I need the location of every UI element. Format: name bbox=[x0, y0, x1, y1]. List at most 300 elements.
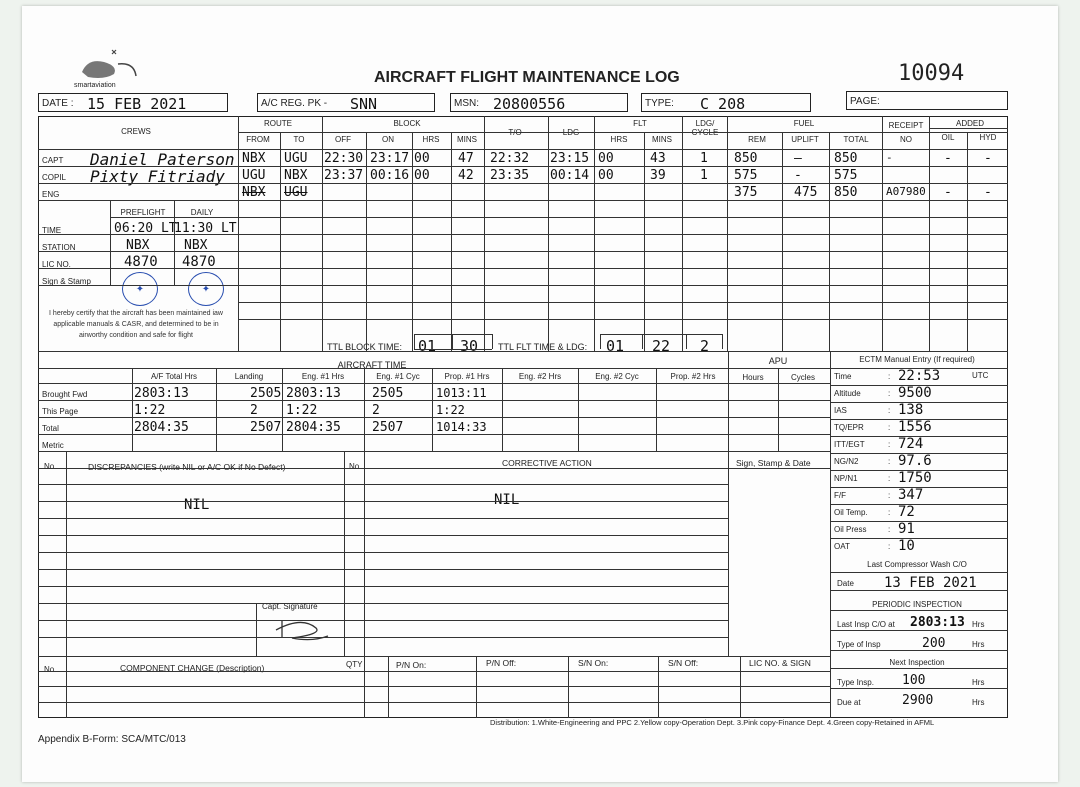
grid-line bbox=[38, 468, 830, 469]
ectm-label: IAS bbox=[834, 406, 847, 415]
grid-line bbox=[686, 334, 687, 349]
grid-line bbox=[830, 351, 831, 718]
grid-line bbox=[452, 334, 453, 349]
grid-line bbox=[38, 149, 1008, 150]
grid-line bbox=[728, 351, 729, 451]
flight-row-3-rem: 375 bbox=[734, 185, 758, 200]
flight-row-1-flt_hrs: 00 bbox=[598, 151, 614, 166]
flight-row-1-on: 23:17 bbox=[370, 151, 410, 166]
grid-line bbox=[38, 484, 728, 485]
aircraft-time-prop1-3: 1014:33 bbox=[436, 420, 487, 434]
flight-row-1-off: 22:30 bbox=[324, 151, 364, 166]
grid-line bbox=[110, 200, 111, 285]
pn-off-header: P/N Off: bbox=[486, 658, 517, 668]
msn-box bbox=[450, 93, 628, 112]
grid-line bbox=[238, 116, 239, 351]
disc-no-header: No bbox=[44, 462, 55, 471]
flight-row-1-rem: 850 bbox=[734, 151, 758, 166]
daily-header: DAILY bbox=[190, 208, 214, 217]
date-label: DATE : bbox=[42, 98, 74, 109]
grid-line bbox=[830, 351, 1008, 352]
due-unit: Hrs bbox=[972, 698, 985, 707]
flight-row-1-cycle: 1 bbox=[700, 151, 708, 166]
grid-line bbox=[364, 451, 365, 656]
ectm-value: 138 bbox=[898, 402, 924, 418]
next-insp-title: Next Inspection bbox=[889, 658, 945, 667]
compressor-date-label: Date bbox=[837, 579, 854, 588]
ectm-colon: : bbox=[888, 508, 891, 517]
ectm-label: ITT/EGT bbox=[834, 440, 865, 449]
ectm-label: NP/N1 bbox=[834, 474, 858, 483]
added-header: ADDED bbox=[955, 119, 985, 128]
ectm-label: TQ/EPR bbox=[834, 423, 864, 432]
grid-line bbox=[929, 128, 1008, 129]
aircraft-time-col-6: Eng. #2 Hrs bbox=[518, 372, 562, 381]
ttl-block-label: TTL BLOCK TIME: bbox=[327, 342, 403, 352]
grid-line bbox=[412, 132, 413, 351]
utc-label: UTC bbox=[972, 371, 989, 380]
to-header: TO bbox=[293, 135, 305, 144]
grid-line bbox=[484, 116, 485, 132]
flight-row-2-ldg: 00:14 bbox=[550, 168, 590, 183]
grid-line bbox=[830, 688, 1008, 689]
flight-row-2-cycle: 1 bbox=[700, 168, 708, 183]
grid-line bbox=[38, 671, 830, 672]
apu-cycles-header: Cycles bbox=[790, 373, 816, 382]
flight-row-3-from: NBX bbox=[242, 185, 266, 200]
grid-line bbox=[492, 334, 493, 349]
flt-mins-header: MINS bbox=[652, 135, 672, 144]
grid-line bbox=[38, 686, 830, 687]
log-sheet bbox=[22, 6, 1058, 782]
receipt-header: RECEIPT NO bbox=[888, 121, 924, 144]
grid-line bbox=[38, 569, 728, 570]
grid-line bbox=[929, 116, 930, 351]
mins-header: MINS bbox=[457, 135, 477, 144]
grid-line bbox=[740, 656, 741, 718]
grid-line bbox=[238, 251, 1008, 252]
aircraft-time-col-4: Eng. #1 Cyc bbox=[376, 372, 420, 381]
page-label: PAGE: bbox=[850, 96, 880, 107]
flight-row-2-from: UGU bbox=[242, 168, 266, 183]
ectm-label: Time bbox=[834, 372, 852, 381]
stamp-preflight-icon: ✦ bbox=[122, 272, 158, 306]
grid-line bbox=[548, 116, 549, 351]
type-insp-label: Type of Insp bbox=[837, 640, 881, 649]
disc-desc-header: DISCREPANCIES (write NIL or A/C OK if No Defect) bbox=[88, 462, 286, 472]
flt-header: FLT bbox=[633, 119, 647, 128]
grid-line bbox=[238, 217, 1008, 218]
capt-label: CAPT bbox=[42, 156, 64, 165]
ectm-colon: : bbox=[888, 440, 891, 449]
ttl-flt-label: TTL FLT TIME & LDG: bbox=[498, 342, 588, 352]
ttl-flt-hrs: 01 bbox=[606, 337, 625, 355]
grid-line bbox=[414, 334, 415, 349]
aircraft-time-row-label: This Page bbox=[42, 407, 79, 416]
lic-label: LIC NO. bbox=[42, 260, 71, 269]
aircraft-time-col-7: Eng. #2 Cyc bbox=[595, 372, 639, 381]
action-header: CORRECTIVE ACTION bbox=[502, 458, 592, 468]
comp-no-header: No bbox=[44, 665, 55, 674]
grid-line bbox=[238, 319, 1008, 320]
grid-line bbox=[451, 132, 452, 351]
grid-line bbox=[600, 334, 722, 335]
aircraft-time-col-2: Landing bbox=[234, 372, 264, 381]
aircraft-time-landing-1: 2505 bbox=[250, 386, 282, 401]
aircraft-time-eng1-2: 1:22 bbox=[286, 403, 318, 418]
grid-line bbox=[38, 702, 830, 703]
page-box bbox=[846, 91, 1008, 110]
action-no-header: No bbox=[349, 462, 360, 471]
ectm-label: NG/N2 bbox=[834, 457, 859, 466]
grid-line bbox=[256, 603, 257, 656]
aircraft-time-eng1-1: 2803:13 bbox=[286, 386, 341, 401]
next-type-label: Type Insp. bbox=[837, 678, 874, 687]
action-value: NIL bbox=[494, 492, 520, 508]
comp-desc-header: COMPONENT CHANGE (Description) bbox=[120, 663, 265, 673]
flight-row-1-ldg: 23:15 bbox=[550, 151, 590, 166]
ectm-label: Oil Temp. bbox=[834, 508, 868, 517]
grid-line bbox=[66, 451, 67, 718]
grid-line bbox=[280, 132, 281, 351]
ectm-value: 10 bbox=[898, 538, 915, 554]
grid-line bbox=[600, 334, 601, 349]
grid-line bbox=[38, 234, 238, 235]
next-type-unit: Hrs bbox=[972, 678, 985, 687]
grid-line bbox=[174, 200, 175, 285]
grid-line bbox=[238, 302, 1008, 303]
grid-line bbox=[38, 200, 1008, 201]
flight-row-1-hrs: 00 bbox=[414, 151, 430, 166]
from-header: FROM bbox=[246, 135, 270, 144]
grid-line bbox=[38, 518, 728, 519]
aircraft-time-cyc1-2: 2 bbox=[372, 403, 380, 418]
ectm-title: ECTM Manual Entry (If required) bbox=[859, 355, 975, 364]
aircraft-time-col-5: Prop. #1 Hrs bbox=[444, 372, 490, 381]
grid-line bbox=[364, 368, 365, 451]
station-label: STATION bbox=[42, 243, 76, 252]
type-box bbox=[641, 93, 811, 112]
flight-row-1-uplift: — bbox=[794, 151, 802, 166]
periodic-title: PERIODIC INSPECTION bbox=[872, 600, 962, 609]
distribution-text: Distribution: 1.White-Engineering and PPC 2.Yellow copy-Operation Dept. 3.Pink copy-Finance Dept. 4.Green copy-Retained in AFML bbox=[490, 718, 935, 727]
fuel-header: FUEL bbox=[793, 119, 815, 128]
reg-box bbox=[257, 93, 435, 112]
grid-line bbox=[830, 572, 1008, 573]
aircraft-time-landing-2: 2 bbox=[250, 403, 258, 418]
grid-line bbox=[238, 132, 1008, 133]
ldg-header: LDG bbox=[562, 128, 580, 137]
flight-row-2-mins: 42 bbox=[458, 168, 474, 183]
next-type-value: 100 bbox=[902, 673, 926, 688]
route-header: ROUTE bbox=[264, 119, 292, 128]
grid-line bbox=[38, 166, 1008, 167]
aircraft-time-cyc1-1: 2505 bbox=[372, 386, 404, 401]
grid-line bbox=[656, 368, 657, 451]
appendix-text: Appendix B-Form: SCA/MTC/013 bbox=[38, 734, 186, 745]
ectm-colon: : bbox=[888, 423, 891, 432]
grid-line bbox=[594, 116, 595, 351]
uplift-header: UPLIFT bbox=[791, 135, 819, 144]
stamp-daily-icon: ✦ bbox=[188, 272, 224, 306]
aircraft-time-row-label: Total bbox=[42, 424, 59, 433]
ectm-colon: : bbox=[888, 542, 891, 551]
total-header: TOTAL bbox=[843, 135, 869, 144]
disc-value: NIL bbox=[184, 497, 210, 513]
grid-line bbox=[38, 183, 1008, 184]
flight-row-3-oil: - bbox=[944, 185, 952, 200]
flight-row-3-receipt: A07980 bbox=[886, 185, 926, 198]
time-preflight: 06:20 LT bbox=[114, 221, 177, 236]
ectm-colon: : bbox=[888, 491, 891, 500]
flight-row-1-receipt: - bbox=[886, 151, 893, 164]
lic-preflight: 4870 bbox=[124, 254, 158, 270]
flight-row-2-uplift: - bbox=[794, 168, 802, 183]
grid-line bbox=[476, 656, 477, 718]
sn-off-header: S/N Off: bbox=[668, 658, 699, 668]
grid-line bbox=[38, 603, 728, 604]
aircraft-time-cyc1-3: 2507 bbox=[372, 420, 404, 435]
grid-line bbox=[216, 368, 217, 451]
grid-line bbox=[830, 668, 1008, 669]
grid-line bbox=[830, 610, 1008, 611]
grid-line bbox=[38, 383, 830, 384]
crews-header: CREWS bbox=[121, 127, 151, 136]
grid-line bbox=[322, 132, 323, 351]
ectm-colon: : bbox=[888, 474, 891, 483]
grid-line bbox=[682, 116, 683, 351]
time-daily: 11:30 LT bbox=[174, 221, 237, 236]
block-header: BLOCK bbox=[393, 119, 421, 128]
last-insp-value: 2803:13 bbox=[910, 615, 965, 630]
apu-header: APU bbox=[768, 356, 788, 366]
compressor-title: Last Compressor Wash C/O bbox=[867, 560, 967, 569]
flight-row-2-to: NBX bbox=[284, 168, 308, 183]
grid-line bbox=[38, 656, 830, 657]
flight-row-2-flt_hrs: 00 bbox=[598, 168, 614, 183]
flight-row-2-rem: 575 bbox=[734, 168, 758, 183]
grid-line bbox=[344, 451, 345, 656]
to-time-header: T/O bbox=[508, 128, 522, 137]
grid-line bbox=[38, 451, 830, 452]
pn-on-header: P/N On: bbox=[396, 660, 427, 670]
grid-line bbox=[238, 285, 1008, 286]
grid-line bbox=[432, 368, 433, 451]
logo-text: smartaviation bbox=[74, 82, 116, 89]
grid-line bbox=[882, 116, 883, 351]
msn-label: MSN: bbox=[454, 98, 479, 109]
grid-line bbox=[644, 132, 645, 351]
grid-line bbox=[830, 590, 1008, 591]
aircraft-time-af-3: 2804:35 bbox=[134, 420, 189, 435]
flight-row-1-hyd: - bbox=[984, 151, 992, 166]
aircraft-time-af-2: 1:22 bbox=[134, 403, 166, 418]
grid-line bbox=[38, 535, 728, 536]
flight-row-2-flt_mins: 39 bbox=[650, 168, 666, 183]
flight-row-2-on: 00:16 bbox=[370, 168, 410, 183]
copil-name: Pixty Fitriady bbox=[90, 167, 225, 186]
grid-line bbox=[782, 132, 783, 351]
grid-line bbox=[38, 586, 728, 587]
flight-row-3-total: 850 bbox=[834, 185, 858, 200]
type-value: C 208 bbox=[700, 95, 746, 113]
grid-line bbox=[322, 116, 323, 132]
grid-line bbox=[38, 251, 238, 252]
copil-label: COPIL bbox=[42, 173, 67, 182]
ectm-label: F/F bbox=[834, 491, 846, 500]
ectm-label: Altitude bbox=[834, 389, 861, 398]
hrs-header: HRS bbox=[422, 135, 440, 144]
preflight-header: PREFLIGHT bbox=[120, 208, 166, 217]
grid-line bbox=[658, 656, 659, 718]
ectm-colon: : bbox=[888, 457, 891, 466]
ectm-colon: : bbox=[888, 525, 891, 534]
aircraft-time-title: AIRCRAFT TIME bbox=[337, 360, 407, 370]
ectm-label: Oil Press bbox=[834, 525, 867, 534]
flight-row-3-hyd: - bbox=[984, 185, 992, 200]
form-number: 10094 bbox=[898, 61, 965, 86]
lic-daily: 4870 bbox=[182, 254, 216, 270]
aircraft-time-col-3: Eng. #1 Hrs bbox=[301, 372, 345, 381]
rem-header: REM bbox=[748, 135, 766, 144]
ectm-value: 9500 bbox=[898, 385, 932, 401]
aircraft-time-landing-3: 2507 bbox=[250, 420, 282, 435]
flight-row-1-oil: - bbox=[944, 151, 952, 166]
flight-row-2-to_time: 23:35 bbox=[490, 168, 530, 183]
grid-line bbox=[728, 451, 729, 656]
aircraft-time-prop1-1: 1013:11 bbox=[436, 386, 487, 400]
grid-line bbox=[38, 620, 728, 621]
grid-line bbox=[282, 368, 283, 451]
grid-line bbox=[578, 368, 579, 451]
grid-line bbox=[238, 234, 1008, 235]
grid-line bbox=[132, 368, 133, 451]
ectm-value: 91 bbox=[898, 521, 915, 537]
last-insp-unit: Hrs bbox=[972, 620, 985, 629]
sn-on-header: S/N On: bbox=[578, 658, 609, 668]
oil-header: OIL bbox=[941, 133, 955, 142]
grid-line bbox=[238, 268, 1008, 269]
eng-label: ENG bbox=[42, 190, 60, 199]
grid-line bbox=[830, 538, 1008, 539]
grid-line bbox=[829, 132, 830, 351]
type-label: TYPE: bbox=[645, 98, 674, 109]
flight-row-2-off: 23:37 bbox=[324, 168, 364, 183]
signature-scribble-icon bbox=[272, 612, 332, 646]
ttl-block-hrs: 01 bbox=[418, 337, 437, 355]
station-preflight: NBX bbox=[126, 238, 150, 253]
flight-row-1-to: UGU bbox=[284, 151, 308, 166]
grid-line bbox=[38, 552, 728, 553]
grid-line bbox=[256, 603, 344, 604]
grid-line bbox=[364, 656, 365, 718]
last-insp-label: Last Insp C/O at bbox=[837, 620, 895, 629]
aircraft-time-eng1-3: 2804:35 bbox=[286, 420, 341, 435]
capt-signature-label: Capt. Signature bbox=[262, 602, 318, 611]
grid-line bbox=[967, 132, 968, 351]
ectm-value: 347 bbox=[898, 487, 924, 503]
ttl-block-mins: 30 bbox=[460, 337, 479, 355]
flight-row-3-uplift: 475 bbox=[794, 185, 818, 200]
flight-row-1-to_time: 22:32 bbox=[490, 151, 530, 166]
ectm-colon: : bbox=[888, 389, 891, 398]
form-title: AIRCRAFT FLIGHT MAINTENANCE LOG bbox=[374, 69, 680, 86]
grid-line bbox=[722, 334, 723, 349]
due-value: 2900 bbox=[902, 693, 934, 708]
apu-hours-header: Hours bbox=[742, 373, 764, 382]
flight-row-3-to: UGU bbox=[284, 185, 308, 200]
aircraft-time-row-label: Brought Fwd bbox=[42, 390, 88, 399]
ectm-colon: : bbox=[888, 406, 891, 415]
ectm-value: 72 bbox=[898, 504, 915, 520]
sign-label: Sign & Stamp bbox=[42, 277, 91, 286]
due-label: Due at bbox=[837, 698, 861, 707]
ectm-value: 1750 bbox=[898, 470, 932, 486]
grid-line bbox=[830, 521, 1008, 522]
reg-value: SNN bbox=[350, 95, 378, 113]
time-label: TIME bbox=[42, 226, 62, 235]
station-daily: NBX bbox=[184, 238, 208, 253]
flt-hrs-header: HRS bbox=[610, 135, 628, 144]
grid-line bbox=[414, 349, 492, 350]
sign-stamp-date-header: Sign, Stamp & Date bbox=[736, 458, 811, 468]
flight-row-1-total: 850 bbox=[834, 151, 858, 166]
on-header: ON bbox=[382, 135, 394, 144]
aircraft-time-col-1: A/F Total Hrs bbox=[150, 372, 198, 381]
date-box bbox=[38, 93, 228, 112]
ectm-colon: : bbox=[888, 372, 891, 381]
grid-line bbox=[38, 637, 728, 638]
comp-lic-header: LIC NO. & SIGN bbox=[749, 658, 811, 668]
grid-line bbox=[366, 132, 367, 351]
ectm-value: 22:53 bbox=[898, 368, 941, 384]
aircraft-time-af-1: 2803:13 bbox=[134, 386, 189, 401]
ectm-value: 1556 bbox=[898, 419, 932, 435]
flight-row-1-from: NBX bbox=[242, 151, 266, 166]
grid-line bbox=[38, 501, 728, 502]
ectm-value: 97.6 bbox=[898, 453, 932, 469]
ttl-ldg: 2 bbox=[700, 337, 710, 355]
type-insp-unit: Hrs bbox=[972, 640, 985, 649]
ttl-flt-mins: 22 bbox=[652, 337, 671, 355]
ectm-value: 724 bbox=[898, 436, 924, 452]
flight-row-2-hrs: 00 bbox=[414, 168, 430, 183]
grid-line bbox=[830, 650, 1008, 651]
ectm-label: OAT bbox=[834, 542, 850, 551]
flight-row-2-total: 575 bbox=[834, 168, 858, 183]
grid-line bbox=[830, 630, 1008, 631]
ldg-cycle-header: LDG/ CYCLE bbox=[691, 119, 719, 137]
flight-row-1-flt_mins: 43 bbox=[650, 151, 666, 166]
capt-name: Daniel Paterson bbox=[90, 150, 235, 169]
grid-line bbox=[388, 656, 389, 718]
flight-row-1-mins: 47 bbox=[458, 151, 474, 166]
type-insp-value: 200 bbox=[922, 636, 946, 651]
grid-line bbox=[568, 656, 569, 718]
grid-line bbox=[502, 368, 503, 451]
grid-line bbox=[38, 268, 238, 269]
aircraft-time-prop1-2: 1:22 bbox=[436, 403, 465, 417]
off-header: OFF bbox=[335, 135, 351, 144]
msn-value: 20800556 bbox=[493, 95, 566, 113]
grid-line bbox=[778, 368, 779, 451]
certify-text: I hereby certify that the aircraft has been maintained iaw applicable manuals & CASR, and determined to be in airworthy condition and safe for flight bbox=[49, 310, 223, 339]
grid-line bbox=[38, 368, 830, 369]
grid-line bbox=[414, 334, 492, 335]
compressor-date: 13 FEB 2021 bbox=[884, 575, 977, 591]
hyd-header: HYD bbox=[979, 133, 997, 142]
comp-qty-header: QTY bbox=[346, 660, 363, 669]
